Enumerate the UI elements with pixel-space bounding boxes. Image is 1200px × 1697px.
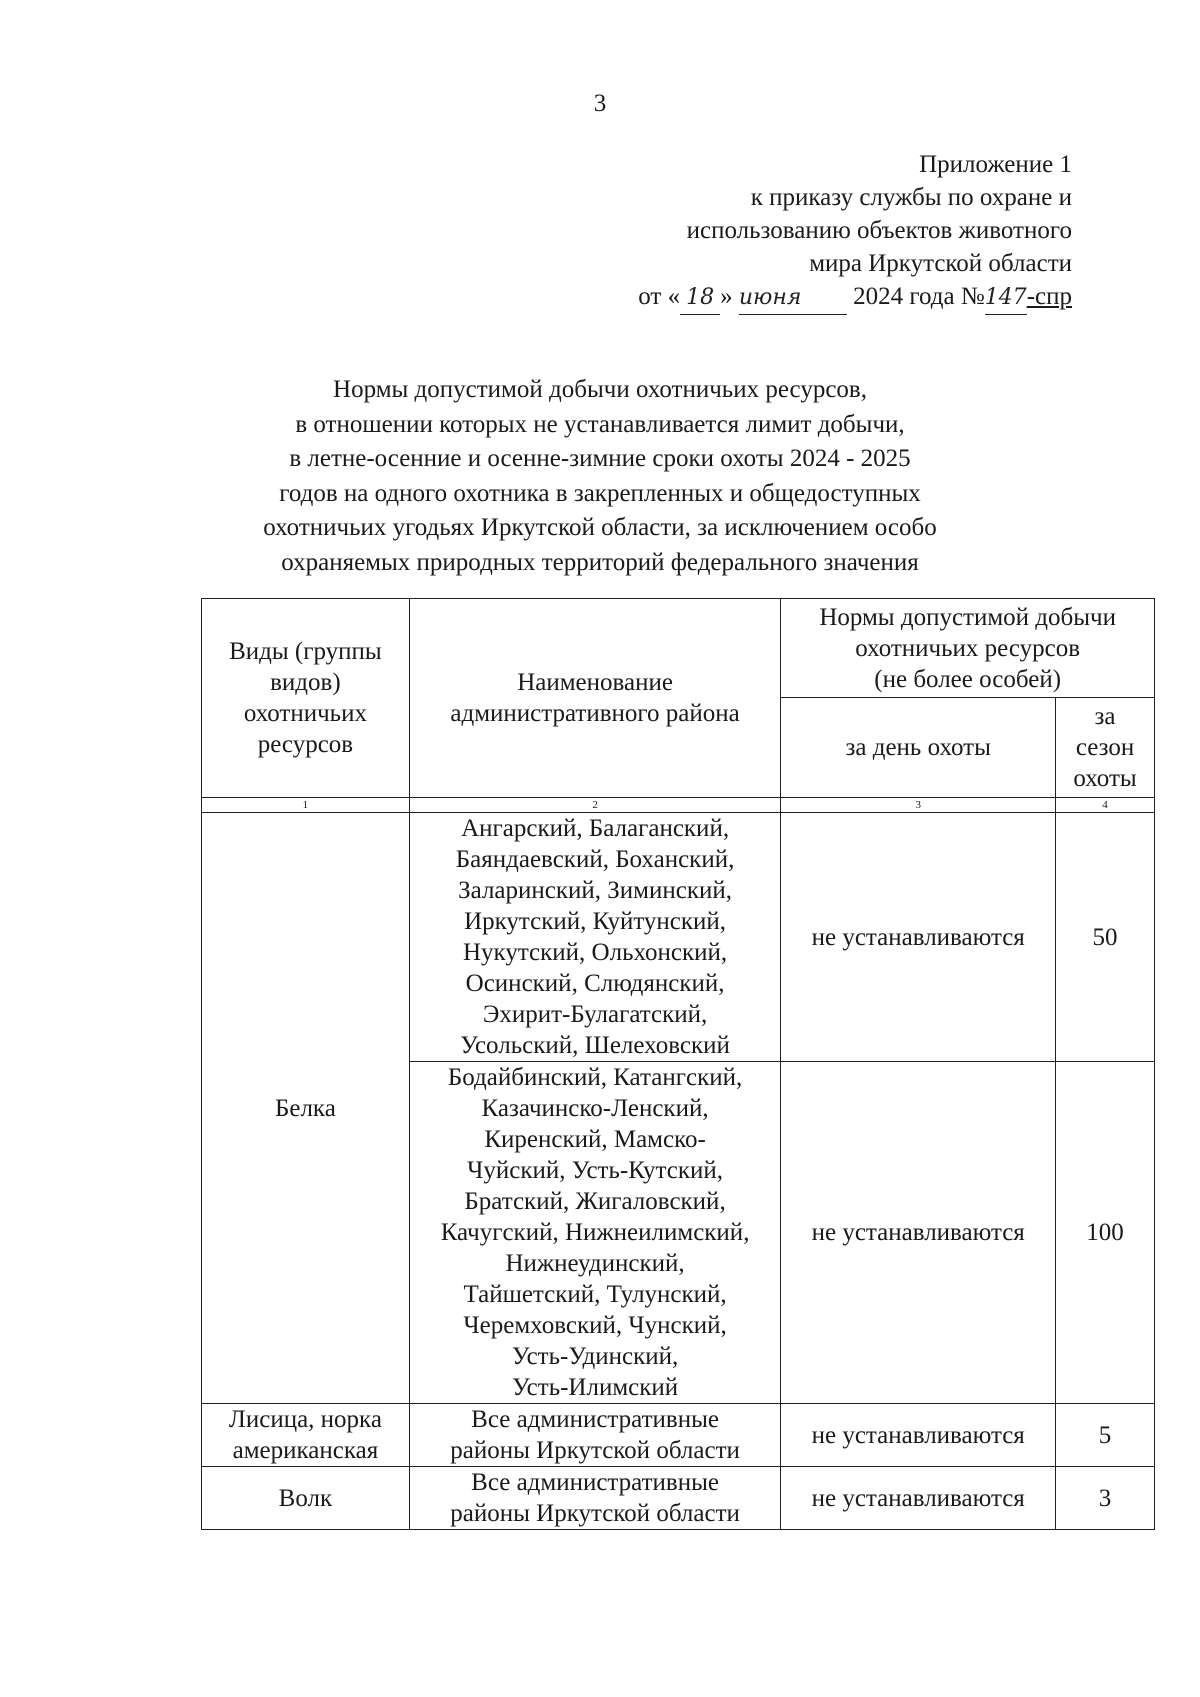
norms-table	[201, 598, 1155, 1530]
header-norms-line: охотничьих ресурсов	[855, 634, 1081, 662]
table-row	[202, 813, 1155, 1062]
header-species-line: Виды (группы	[229, 638, 382, 665]
header-per-day: за день охоты	[781, 698, 1056, 798]
date-separator: »	[720, 283, 733, 310]
district-line: Баяндаевский, Боханский,	[455, 846, 735, 873]
district-line: Черемховский, Чунский,	[463, 1312, 727, 1339]
appendix-line: использованию объектов животного	[686, 217, 1072, 244]
header-species-line: видов)	[270, 669, 341, 696]
header-per-season-line: охоты	[1073, 765, 1137, 792]
per-season-cell: 100	[1056, 1062, 1155, 1404]
district-cell	[409, 1467, 781, 1530]
handwritten-day: 18	[680, 281, 720, 315]
handwritten-order-number: 147	[985, 281, 1027, 315]
district-cell	[409, 1062, 781, 1404]
appendix-header	[552, 148, 1072, 315]
order-suffix: -спр	[1026, 283, 1072, 310]
document-title	[0, 373, 1200, 580]
title-line: в отношении которых не устанавливается лимит добычи,	[295, 410, 905, 438]
title-line: Нормы допустимой добычи охотничьих ресурсов,	[333, 376, 867, 403]
header-per-season-line: за	[1094, 703, 1116, 730]
species-cell	[202, 1404, 410, 1467]
district-line: Казачинско-Ленский,	[481, 1095, 709, 1122]
header-district	[409, 599, 781, 798]
district-line: Усть-Илимский	[511, 1374, 679, 1401]
header-per-season	[1056, 698, 1155, 798]
page-number: 3	[593, 90, 607, 117]
district-line: Усольский, Шелеховский	[460, 1032, 730, 1059]
column-number: 3	[781, 798, 1056, 813]
per-day-cell: не устанавливаются	[781, 1404, 1056, 1467]
district-cell	[409, 1404, 781, 1467]
header-species	[202, 599, 410, 798]
district-line: Киренский, Мамско-	[484, 1126, 706, 1153]
table-row	[202, 1467, 1155, 1530]
per-day-cell: не устанавливаются	[781, 1467, 1056, 1530]
title-line: годов на одного охотника в закрепленных и общедоступных	[279, 479, 921, 507]
per-day-cell: не устанавливаются	[781, 813, 1056, 1062]
district-line: Качугский, Нижнеилимский,	[440, 1219, 750, 1246]
header-norms-line: Нормы допустимой добычи	[819, 603, 1116, 631]
title-line: в летне-осенние и осенне-зимние сроки охоты 2024 - 2025	[289, 445, 911, 472]
column-number: 4	[1056, 798, 1155, 813]
column-number-row	[202, 798, 1155, 813]
appendix-line: мира Иркутской области	[809, 250, 1072, 277]
district-line: Тайшетский, Тулунский,	[463, 1281, 727, 1308]
appendix-line: Приложение 1	[919, 151, 1072, 178]
header-district-line: Наименование	[517, 669, 673, 696]
column-number: 2	[409, 798, 781, 813]
header-species-line: охотничьих	[243, 700, 367, 727]
column-number: 1	[202, 798, 410, 813]
district-line: Заларинский, Зиминский,	[458, 877, 733, 904]
title-line: охраняемых природных территорий федерального значения	[281, 548, 919, 576]
district-line: Усть-Удинский,	[511, 1343, 679, 1370]
date-prefix: от «	[638, 283, 681, 310]
table-row	[202, 1404, 1155, 1467]
per-season-cell: 50	[1056, 813, 1155, 1062]
district-line: Все административные	[471, 1469, 719, 1496]
district-line: районы Иркутской области	[450, 1500, 740, 1527]
header-norms-line: (не более особей)	[874, 665, 1062, 693]
district-line: Бодайбинский, Катангский,	[447, 1064, 743, 1091]
district-line: Нижнеудинский,	[505, 1250, 685, 1277]
appendix-line: к приказу службы по охране и	[750, 184, 1072, 211]
district-line: Эхирит-Булагатский,	[482, 1001, 708, 1028]
table-header-row	[202, 599, 1155, 698]
district-line: Нукутский, Ольхонский,	[462, 939, 728, 966]
header-norms	[781, 599, 1155, 698]
district-line: Ангарский, Балаганский,	[461, 815, 730, 842]
species-line: американская	[232, 1437, 379, 1464]
header-per-season-line: сезон	[1075, 734, 1135, 761]
title-line: охотничьих угодьях Иркутской области, за исключением особо	[263, 514, 937, 541]
district-line: Чуйский, Усть-Кутский,	[467, 1157, 723, 1184]
district-line: районы Иркутской области	[450, 1437, 740, 1464]
species-line: Лисица, норка	[228, 1406, 382, 1433]
handwritten-month: июня	[739, 281, 847, 315]
per-season-cell: 5	[1056, 1404, 1155, 1467]
per-day-cell: не устанавливаются	[781, 1062, 1056, 1404]
district-line: Все административные	[471, 1406, 719, 1433]
district-line: Осинский, Слюдянский,	[465, 970, 725, 997]
district-cell	[409, 813, 781, 1062]
species-cell: Волк	[202, 1467, 410, 1530]
district-line: Братский, Жигаловский,	[464, 1188, 726, 1215]
header-species-line: ресурсов	[257, 731, 354, 758]
order-date-line	[552, 280, 1072, 315]
species-cell: Белка	[202, 813, 410, 1404]
per-season-cell: 3	[1056, 1467, 1155, 1530]
district-line: Иркутский, Куйтунский,	[464, 908, 727, 935]
date-year: 2024 года №	[853, 283, 985, 310]
header-district-line: административного района	[450, 700, 740, 727]
